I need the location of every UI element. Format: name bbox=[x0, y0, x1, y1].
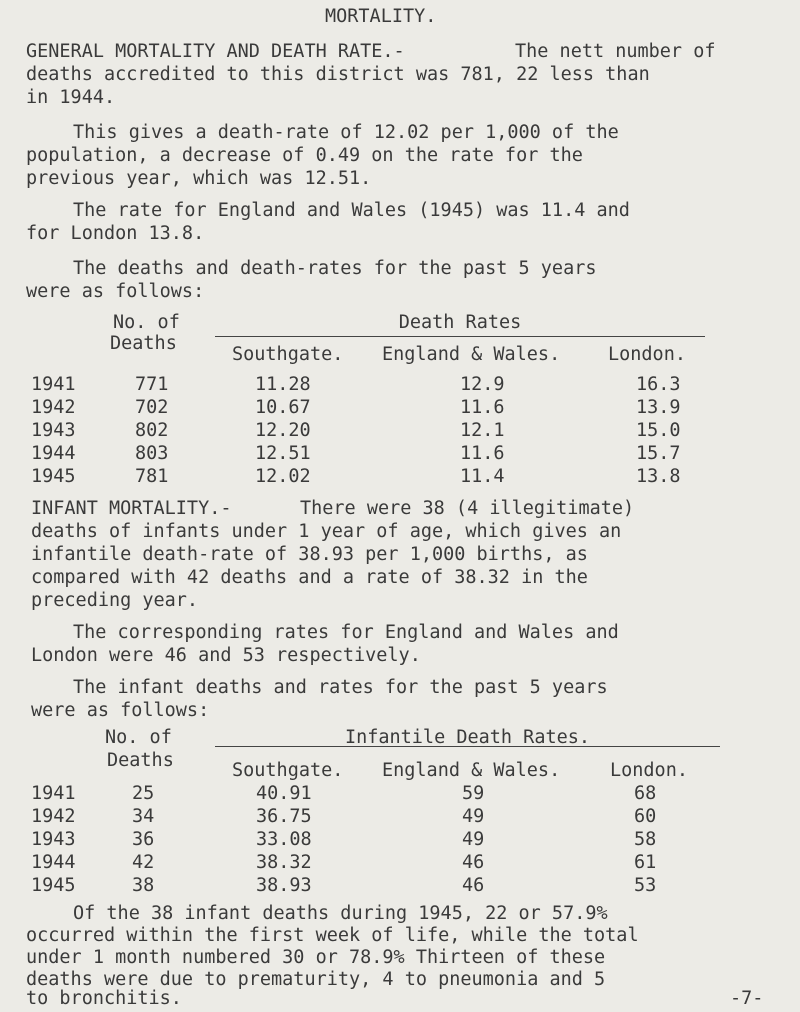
table1-col-london: London. bbox=[608, 344, 686, 365]
final-line-2: occurred within the first week of life, while the total bbox=[26, 925, 639, 946]
death-rate-line-1: This gives a death-rate of 12.02 per 1,000 of the bbox=[73, 122, 619, 143]
infant-mortality-line-1: There were 38 (4 illegitimate) bbox=[300, 498, 635, 519]
table2-deaths: 36 bbox=[132, 829, 155, 850]
corresponding-line-2: London were 46 and 53 respectively. bbox=[31, 645, 421, 666]
general-mortality-line-3: in 1944. bbox=[26, 87, 116, 108]
table1-england: 12.1 bbox=[460, 420, 505, 441]
table2-year: 1943 bbox=[31, 829, 76, 850]
table1-london: 16.3 bbox=[636, 374, 681, 395]
table1-england: 11.4 bbox=[460, 466, 505, 487]
table1-year: 1944 bbox=[31, 443, 76, 464]
table1-intro-line-2: were as follows: bbox=[26, 281, 205, 302]
table1-deaths: 781 bbox=[135, 466, 169, 487]
table1-london: 13.8 bbox=[636, 466, 681, 487]
table1-england: 12.9 bbox=[460, 374, 505, 395]
general-mortality-line-1: The nett number of bbox=[515, 41, 716, 62]
table1-intro-line-1: The deaths and death-rates for the past 5 years bbox=[73, 258, 597, 279]
table2-year: 1942 bbox=[31, 806, 76, 827]
table2-col-southgate: Southgate. bbox=[232, 760, 344, 781]
corresponding-line-1: The corresponding rates for England and Wales and bbox=[73, 622, 619, 643]
table1-year: 1945 bbox=[31, 466, 76, 487]
table2-england: 59 bbox=[462, 783, 485, 804]
table1-col-england: England & Wales. bbox=[382, 344, 561, 365]
table1-southgate: 12.02 bbox=[255, 466, 311, 487]
page-title: MORTALITY. bbox=[325, 6, 437, 27]
final-line-4: deaths were due to prematurity, 4 to pneumonia and 5 bbox=[26, 969, 606, 990]
england-rate-line-2: for London 13.8. bbox=[26, 223, 205, 244]
table2-london: 58 bbox=[634, 829, 657, 850]
table2-london: 60 bbox=[634, 806, 657, 827]
infant-mortality-line-4: compared with 42 deaths and a rate of 38.32 in the bbox=[31, 567, 588, 588]
table2-southgate: 40.91 bbox=[256, 783, 312, 804]
table1-southgate: 12.51 bbox=[255, 443, 311, 464]
table2-england: 46 bbox=[462, 875, 485, 896]
infant-mortality-line-5: preceding year. bbox=[31, 590, 199, 611]
table1-london: 15.0 bbox=[636, 420, 681, 441]
final-line-1: Of the 38 infant deaths during 1945, 22 or 57.9% bbox=[73, 903, 608, 924]
table2-london: 68 bbox=[634, 783, 657, 804]
table2-deaths: 34 bbox=[132, 806, 155, 827]
death-rate-line-2: population, a decrease of 0.49 on the rate for the bbox=[26, 145, 583, 166]
table2-deaths: 25 bbox=[132, 783, 155, 804]
table1-deaths: 702 bbox=[135, 397, 169, 418]
table2-england: 49 bbox=[462, 806, 485, 827]
table2-year: 1941 bbox=[31, 783, 76, 804]
table2-england: 46 bbox=[462, 852, 485, 873]
table2-london: 61 bbox=[634, 852, 657, 873]
table1-deaths-header-1: No. of bbox=[113, 312, 180, 333]
general-mortality-line-2: deaths accredited to this district was 781, 22 less than bbox=[26, 64, 650, 85]
table1-southgate: 12.20 bbox=[255, 420, 311, 441]
table2-col-england: England & Wales. bbox=[382, 760, 561, 781]
table2-col-london: London. bbox=[610, 760, 688, 781]
table1-london: 13.9 bbox=[636, 397, 681, 418]
table1-southgate: 10.67 bbox=[255, 397, 311, 418]
england-rate-line-1: The rate for England and Wales (1945) was 11.4 and bbox=[73, 200, 630, 221]
table2-southgate: 38.93 bbox=[256, 875, 312, 896]
final-line-5: to bronchitis. bbox=[26, 988, 182, 1009]
table1-group-header: Death Rates bbox=[398, 312, 522, 333]
table2-deaths-header-2: Deaths bbox=[107, 750, 174, 771]
table2-intro-line-2: were as follows: bbox=[31, 700, 210, 721]
table1-col-southgate: Southgate. bbox=[232, 344, 344, 365]
final-line-3: under 1 month numbered 30 or 78.9% Thirteen of these bbox=[26, 947, 606, 968]
page-number: -7- bbox=[730, 988, 764, 1009]
table1-deaths: 771 bbox=[135, 374, 169, 395]
table2-southgate: 33.08 bbox=[256, 829, 312, 850]
table2-group-header: Infantile Death Rates. bbox=[344, 727, 591, 748]
table2-year: 1944 bbox=[31, 852, 76, 873]
table2-deaths: 42 bbox=[132, 852, 155, 873]
table1-year: 1941 bbox=[31, 374, 76, 395]
infant-mortality-heading: INFANT MORTALITY.- bbox=[31, 498, 232, 519]
table1-england: 11.6 bbox=[460, 397, 505, 418]
table1-deaths: 803 bbox=[135, 443, 169, 464]
death-rate-line-3: previous year, which was 12.51. bbox=[26, 168, 372, 189]
table1-deaths: 802 bbox=[135, 420, 169, 441]
table2-header-rule bbox=[215, 746, 720, 747]
table2-deaths: 38 bbox=[132, 875, 155, 896]
infant-mortality-line-2: deaths of infants under 1 year of age, which gives an bbox=[31, 521, 622, 542]
table1-year: 1942 bbox=[31, 397, 76, 418]
table2-england: 49 bbox=[462, 829, 485, 850]
table1-london: 15.7 bbox=[636, 443, 681, 464]
table2-year: 1945 bbox=[31, 875, 76, 896]
table2-southgate: 36.75 bbox=[256, 806, 312, 827]
table2-intro-line-1: The infant deaths and rates for the past 5 years bbox=[73, 677, 608, 698]
table2-london: 53 bbox=[634, 875, 657, 896]
table2-deaths-header-1: No. of bbox=[105, 727, 172, 748]
general-mortality-heading: GENERAL MORTALITY AND DEATH RATE.- bbox=[26, 41, 405, 62]
table1-southgate: 11.28 bbox=[255, 374, 311, 395]
table1-header-rule bbox=[215, 336, 705, 337]
table2-southgate: 38.32 bbox=[256, 852, 312, 873]
table1-england: 11.6 bbox=[460, 443, 505, 464]
table1-deaths-header-2: Deaths bbox=[110, 333, 177, 354]
table1-year: 1943 bbox=[31, 420, 76, 441]
infant-mortality-line-3: infantile death-rate of 38.93 per 1,000 births, as bbox=[31, 544, 588, 565]
